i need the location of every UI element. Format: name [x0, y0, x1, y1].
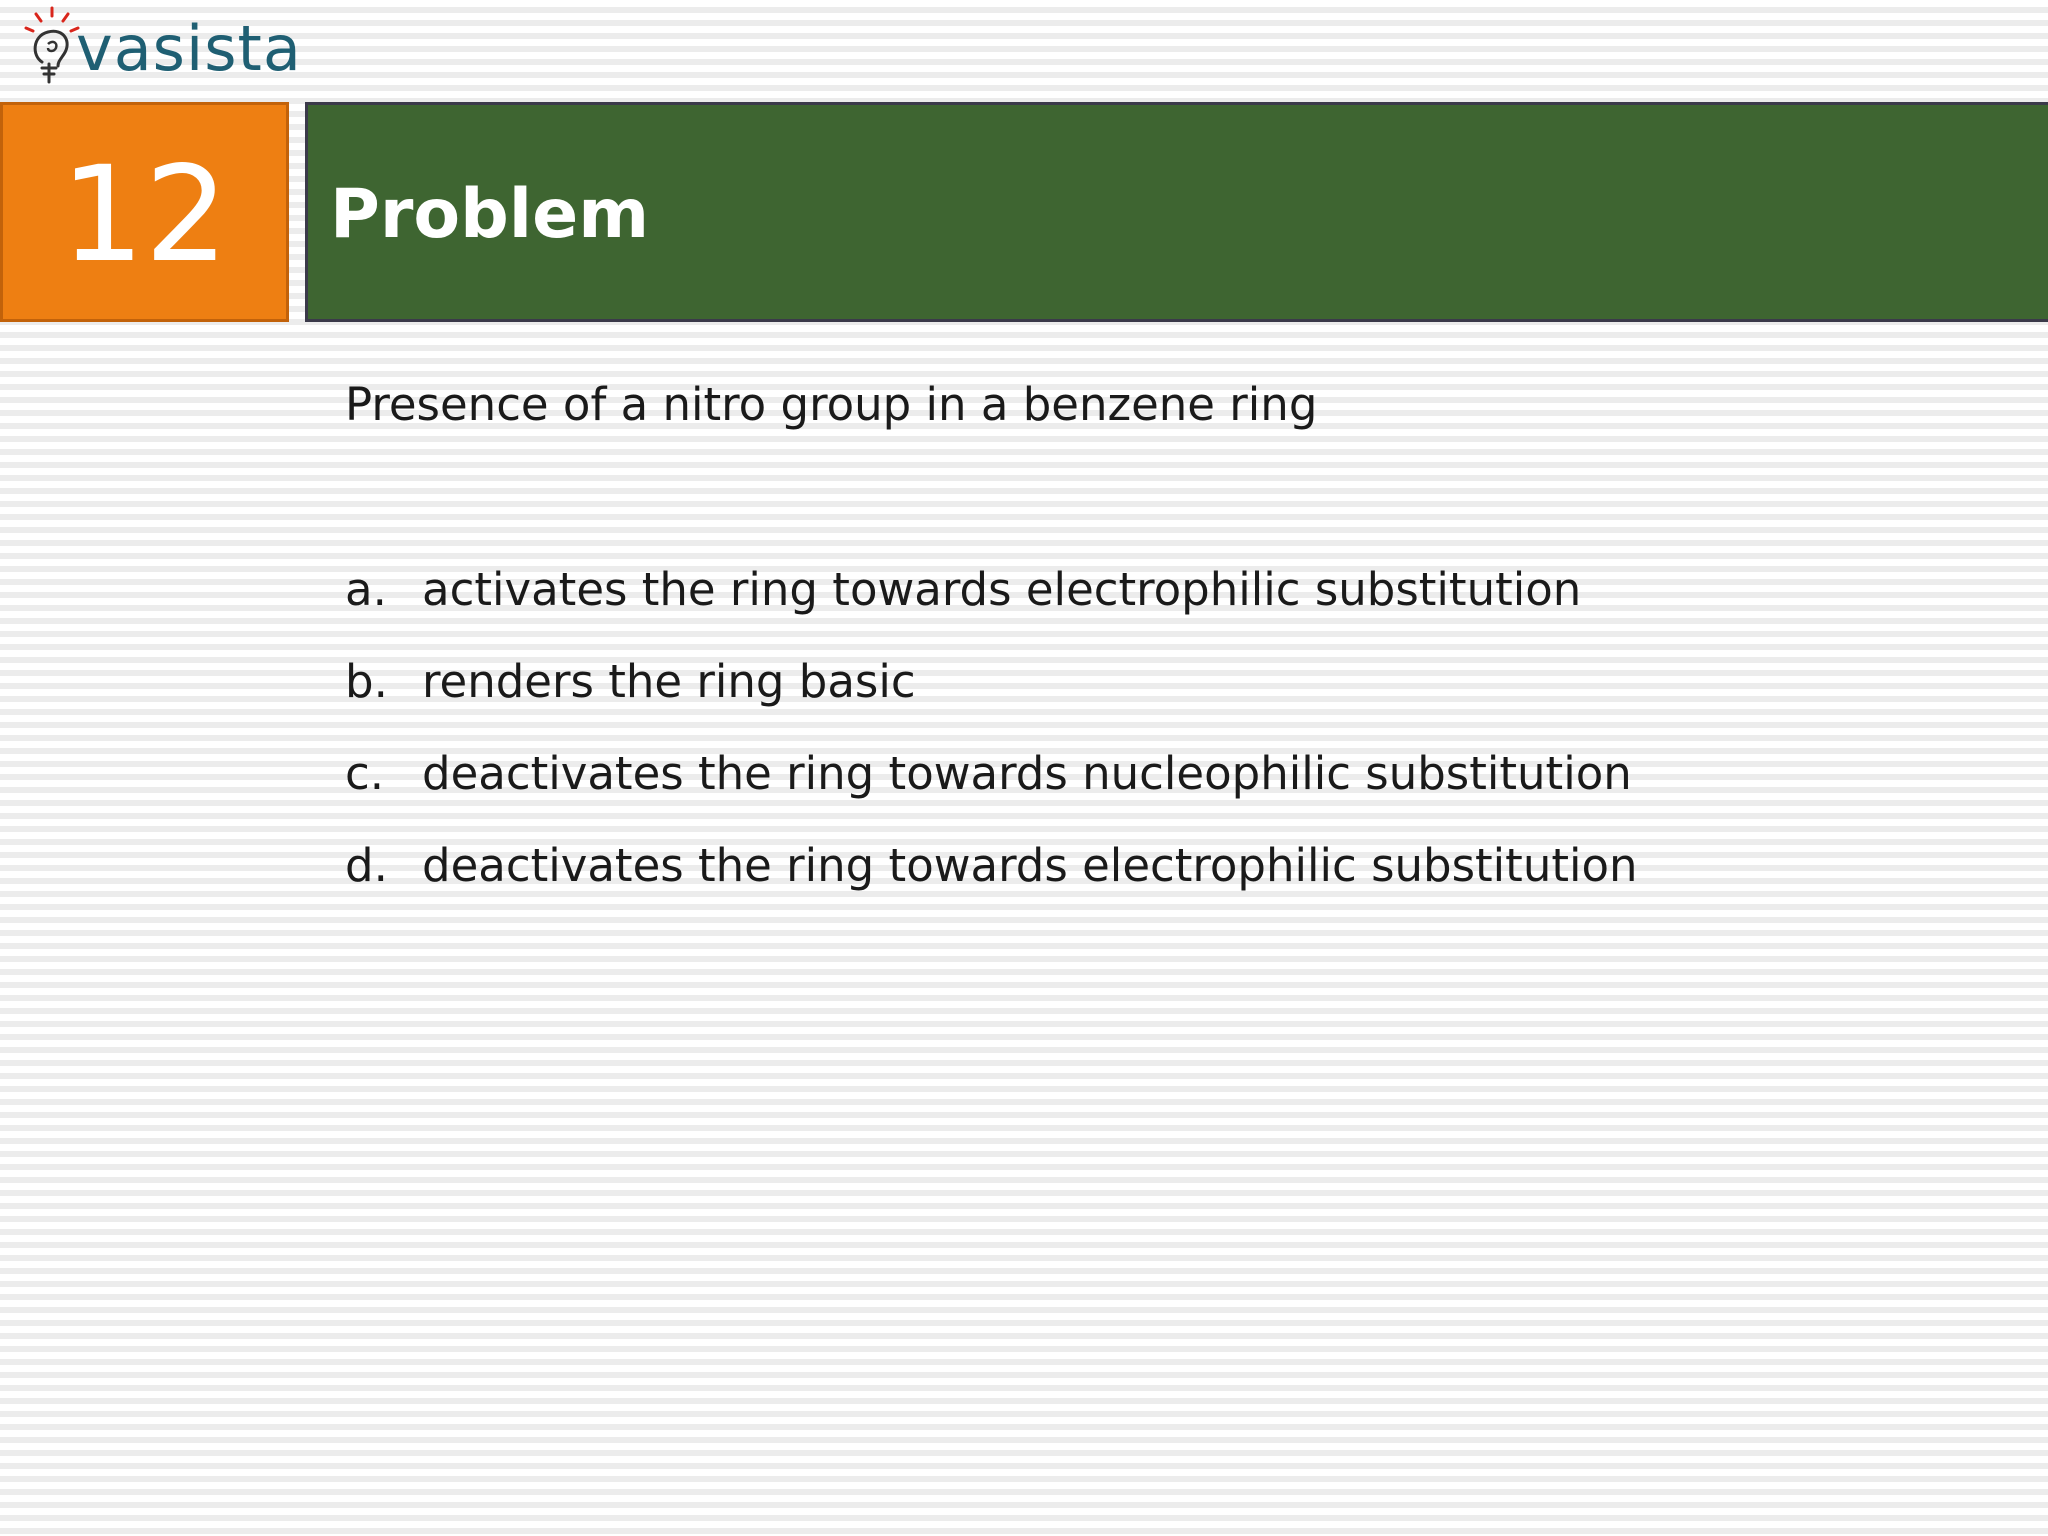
slide-number-box: [0, 102, 289, 322]
logo-text: vasista: [76, 12, 302, 85]
option-c: [345, 746, 1638, 838]
option-letter: b.: [345, 655, 388, 708]
option-d: [345, 838, 1638, 930]
slide-number: 12: [60, 138, 229, 292]
option-text: deactivates the ring towards electrophilic substitution: [422, 839, 1638, 892]
question-text: Presence of a nitro group in a benzene ring: [345, 378, 1318, 431]
option-b: [345, 654, 1638, 746]
option-letter: d.: [345, 839, 388, 892]
option-text: activates the ring towards electrophilic substitution: [422, 563, 1582, 616]
slide-title: Problem: [330, 174, 650, 254]
vasista-logo: [18, 4, 302, 96]
answer-options: [345, 562, 1638, 930]
option-a: [345, 562, 1638, 654]
option-text: renders the ring basic: [422, 655, 916, 708]
option-letter: a.: [345, 563, 387, 616]
title-bar: [305, 102, 2048, 322]
option-text: deactivates the ring towards nucleophilic substitution: [422, 747, 1632, 800]
option-letter: c.: [345, 747, 385, 800]
